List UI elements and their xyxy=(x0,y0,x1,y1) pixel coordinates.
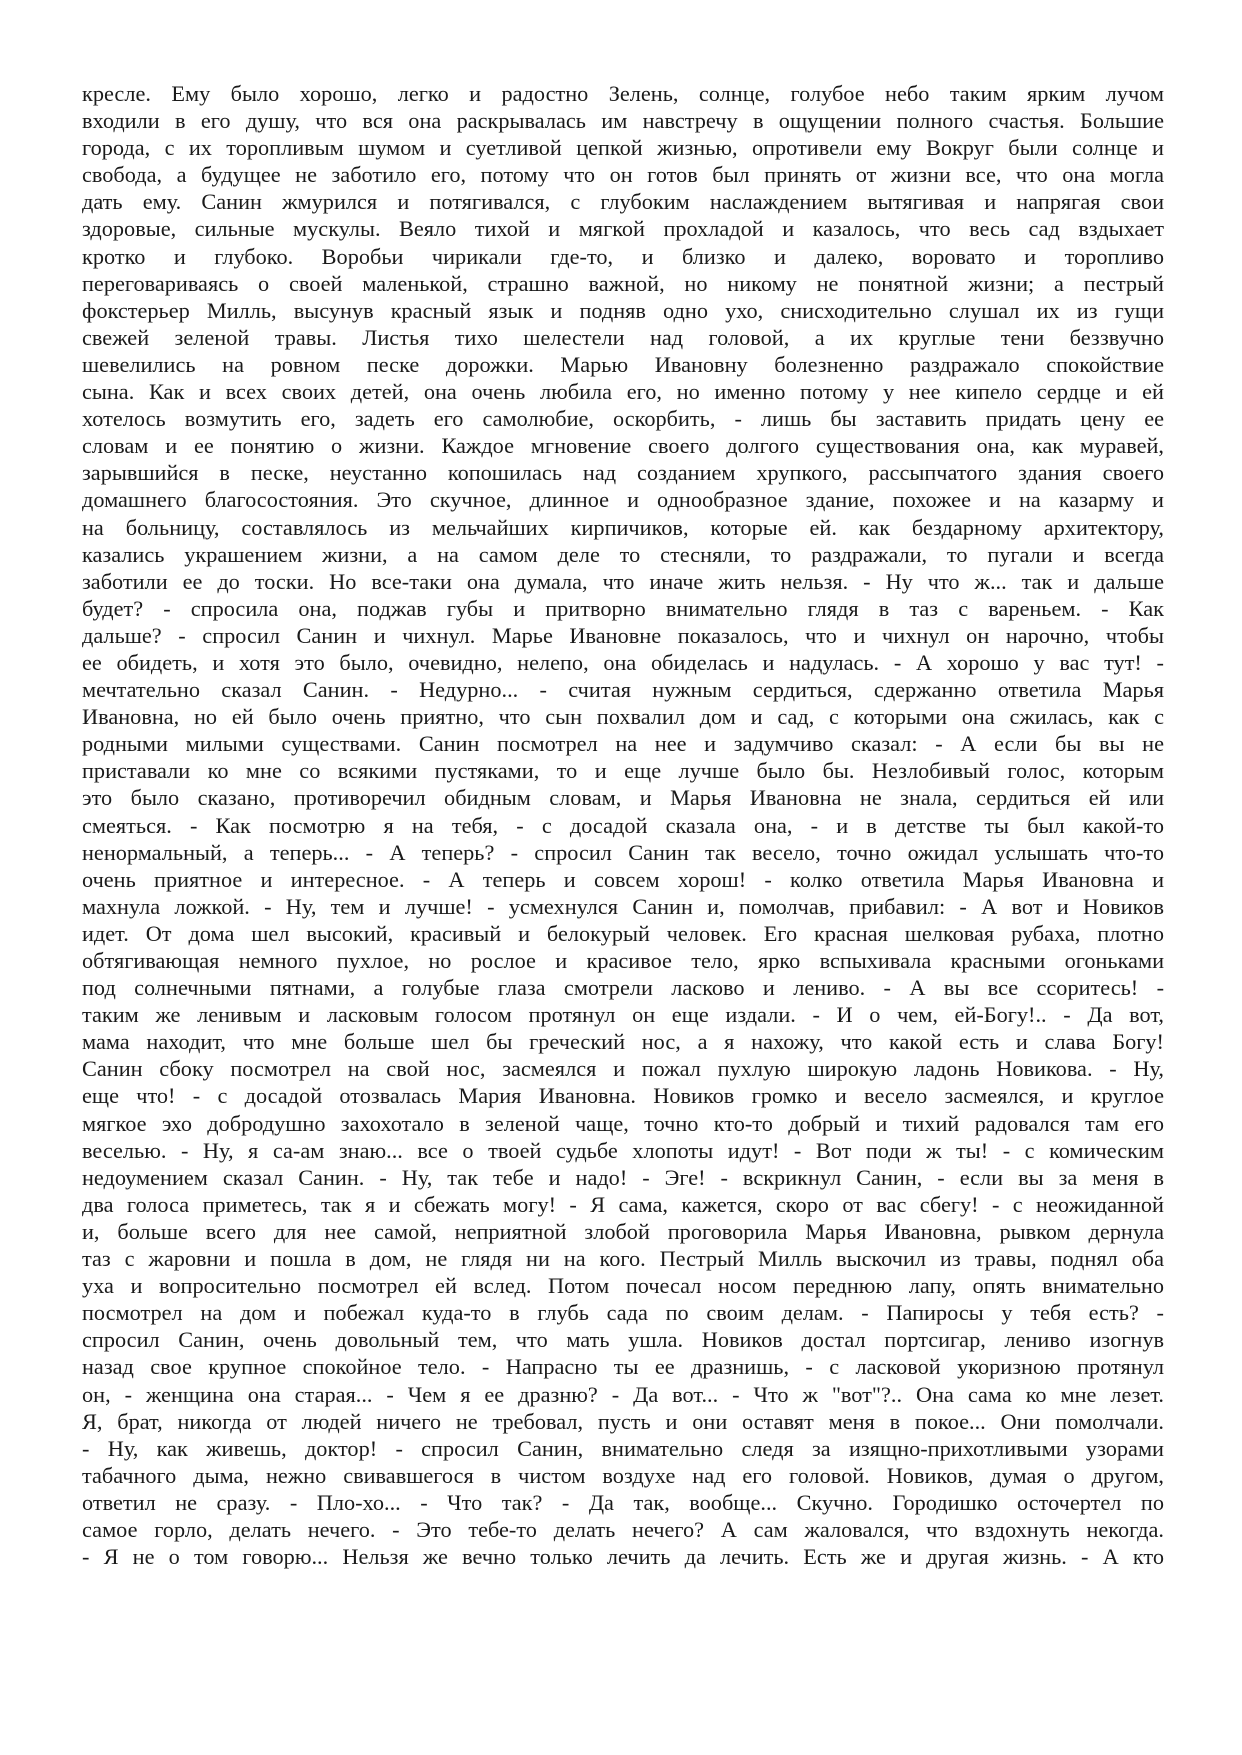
text-line: самое горло, делать нечего. - Это тебе-то делать нечего? А сам жаловался, что вздохнуть некогда. xyxy=(82,1516,1164,1542)
text-line: махнула ложкой. - Ну, тем и лучше! - усмехнулся Санин и, помолчав, прибавил: - А вот и Новиков xyxy=(82,893,1164,919)
document-body-text xyxy=(82,80,1164,1570)
text-line: города, с их торопливым шумом и суетливой цепкой жизнью, опротивели ему Вокруг были солнце и xyxy=(82,135,1164,161)
text-line: кресле. Ему было хорошо, легко и радостно Зелень, солнце, голубое небо таким ярким лучом xyxy=(82,81,1164,106)
text-line: таз с жаровни и пошла в дом, не глядя ни на кого. Пестрый Милль выскочил из травы, поднял оба xyxy=(82,1246,1164,1272)
text-line: идет. От дома шел высокий, красивый и белокурый человек. Его красная шелковая рубаха, плотно xyxy=(82,920,1164,946)
text-line: Санин сбоку посмотрел на свой нос, засмеялся и пожал пухлую широкую ладонь Новикова. - Ну, xyxy=(82,1056,1164,1082)
text-line: ответил не сразу. - Пло-хо... - Что так? - Да так, вообще... Скучно. Городишко осточертел по xyxy=(82,1489,1164,1515)
text-line: хотелось возмутить его, задеть его самолюбие, оскорбить, - лишь бы заставить придать цену ее xyxy=(82,406,1164,432)
text-line: входили в его душу, что вся она раскрывалась им навстречу в ощущении полного счастья. Большие xyxy=(82,108,1164,134)
text-line: обтягивающая немного пухлое, но рослое и красивое тело, ярко вспыхивала красными огоньками xyxy=(82,948,1164,973)
text-line: домашнего благосостояния. Это скучное, длинное и однообразное здание, похожее и на казарму и xyxy=(82,487,1164,513)
text-line: переговариваясь о своей маленькой, страшно важной, но никому не понятной жизни; а пестрый xyxy=(82,270,1164,296)
text-line: свежей зеленой травы. Листья тихо шелестели над головой, а их круглые тени беззвучно xyxy=(82,324,1164,350)
text-line: шевелились на ровном песке дорожки. Марью Ивановну болезненно раздражало спокойствие xyxy=(82,351,1164,377)
text-line: Я, брат, никогда от людей ничего не требовал, пусть и они оставят меня в покое... Они помолчали. xyxy=(82,1408,1164,1434)
text-line: заботили ее до тоски. Но все-таки она думала, что иначе жить нельзя. - Ну что ж... так и дальше xyxy=(82,568,1164,594)
text-line: таким же ленивым и ласковым голосом протянул он еще издали. - И о чем, ей-Богу!.. - Да вот, xyxy=(82,1002,1164,1028)
text-line: посмотрел на дом и побежал куда-то в глубь сада по своим делам. - Папиросы у тебя есть? - xyxy=(82,1300,1164,1326)
text-line: мама находит, что мне больше шел бы греческий нос, а я нахожу, что какой есть и слава Богу! xyxy=(82,1029,1164,1055)
text-line: под солнечными пятнами, а голубые глаза смотрели ласково и лениво. - А вы все ссоритесь! - xyxy=(82,975,1164,1001)
text-line: кротко и глубоко. Воробьи чирикали где-то, и близко и далеко, воровато и торопливо xyxy=(82,243,1164,269)
text-line: смеяться. - Как посмотрю я на тебя, - с досадой сказала она, - и в детстве ты был какой-то xyxy=(82,812,1164,838)
text-line: ее обидеть, и хотя это было, очевидно, нелепо, она обиделась и надулась. - А хорошо у вас тут! - xyxy=(82,649,1164,675)
text-line: - Ну, как живешь, доктор! - спросил Санин, внимательно следя за изящно-прихотливыми узорами xyxy=(82,1435,1164,1461)
text-line: казались украшением жизни, а на самом деле то стесняли, то раздражали, то пугали и всегда xyxy=(82,541,1164,567)
text-line: свобода, а будущее не заботило его, потому что он готов был принять от жизни все, что она могла xyxy=(82,162,1164,188)
text-line: табачного дыма, нежно свивавшегося в чистом воздухе над его головой. Новиков, думая о другом, xyxy=(82,1462,1164,1488)
text-line: мечтательно сказал Санин. - Недурно... - считая нужным сердиться, сдержанно ответила Марья xyxy=(82,677,1164,703)
text-line: два голоса приметесь, так я и сбежать могу! - Я сама, кажется, скоро от вас сбегу! - с неожиданной xyxy=(82,1191,1164,1217)
text-line: родными милыми существами. Санин посмотрел на нее и задумчиво сказал: - А если бы вы не xyxy=(82,731,1164,757)
text-line: - Я не о том говорю... Нельзя же вечно только лечить да лечить. Есть же и другая жизнь. - А кто xyxy=(82,1544,1164,1570)
text-line: он, - женщина она старая... - Чем я ее дразню? - Да вот... - Что ж "вот"?.. Она сама ко мне лезет. xyxy=(82,1381,1164,1407)
text-line: и, больше всего для нее самой, неприятной злобой проговорила Марья Ивановна, рывком дернула xyxy=(82,1218,1164,1244)
text-line: Ивановна, но ей было очень приятно, что сын похвалил дом и сад, с которыми она сжилась, как с xyxy=(82,704,1164,730)
text-line: фокстерьер Милль, высунув красный язык и подняв одно ухо, снисходительно слушал их из гущи xyxy=(82,297,1164,323)
text-line: это было сказано, противоречил обидным словам, и Марья Ивановна не знала, сердиться ей или xyxy=(82,785,1164,811)
text-line: приставали ко мне со всякими пустяками, то и еще лучше было бы. Незлобивый голос, которым xyxy=(82,758,1164,784)
text-line: зарывшийся в песке, неустанно копошилась над созданием хрупкого, рассыпчатого здания своего xyxy=(82,460,1164,486)
text-line: мягкое эхо добродушно захохотало в зеленой чаще, точно кто-то добрый и тихий радовался там его xyxy=(82,1110,1164,1136)
text-line: будет? - спросила она, поджав губы и притворно внимательно глядя в таз с вареньем. - Как xyxy=(82,595,1164,621)
text-line: недоумением сказал Санин. - Ну, так тебе и надо! - Эге! - вскрикнул Санин, - если вы за меня в xyxy=(82,1164,1164,1190)
text-line: очень приятное и интересное. - А теперь и совсем хорош! - колко ответила Марья Ивановна и xyxy=(82,866,1164,892)
text-line: дать ему. Санин жмурился и потягивался, с глубоким наслаждением вытягивая и напрягая свои xyxy=(82,189,1164,215)
text-line: уха и вопросительно посмотрел ей вслед. Потом почесал носом переднюю лапу, опять внимательно xyxy=(82,1273,1164,1299)
text-line: словам и ее понятию о жизни. Каждое мгновение своего долгого существования она, как муравей, xyxy=(82,433,1164,459)
text-line: спросил Санин, очень довольный тем, что мать ушла. Новиков достал портсигар, лениво изогнув xyxy=(82,1327,1164,1353)
text-line: сына. Как и всех своих детей, она очень любила его, но именно потому у нее кипело сердце и ей xyxy=(82,379,1164,405)
text-line: веселью. - Ну, я са-ам знаю... все о твоей судьбе хлопоты идут! - Вот поди ж ты! - с комическим xyxy=(82,1137,1164,1163)
text-line: на больницу, составлялось из мельчайших кирпичиков, которые ей. как бездарному архитектору, xyxy=(82,514,1164,540)
text-line: здоровые, сильные мускулы. Веяло тихой и мягкой прохладой и казалось, что весь сад вздыхает xyxy=(82,216,1164,242)
text-line: ненормальный, а теперь... - А теперь? - спросил Санин так весело, точно ожидал услышать что-то xyxy=(82,839,1164,865)
text-line: дальше? - спросил Санин и чихнул. Марье Ивановне показалось, что и чихнул он нарочно, чтобы xyxy=(82,622,1164,648)
text-line: еще что! - с досадой отозвалась Мария Ивановна. Новиков громко и весело засмеялся, и круглое xyxy=(82,1083,1164,1109)
text-line: назад свое крупное спокойное тело. - Напрасно ты ее дразнишь, - с ласковой укоризною протянул xyxy=(82,1354,1164,1380)
